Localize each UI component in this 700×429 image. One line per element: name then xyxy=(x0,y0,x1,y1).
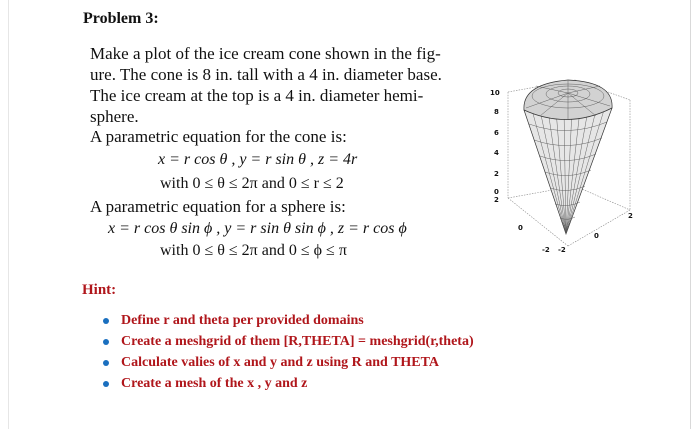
right-border xyxy=(690,0,691,429)
x-tick-label: 0 xyxy=(518,224,523,232)
y-tick-label: 2 xyxy=(628,212,633,220)
hint-item: Create a mesh of the x , y and z xyxy=(103,373,474,394)
description-line: ure. The cone is 8 in. tall with a 4 in. diameter base. xyxy=(90,65,442,84)
z-tick-label: 2 xyxy=(494,196,499,204)
sphere-intro: A parametric equation for a sphere is: xyxy=(90,197,346,216)
cone-surface xyxy=(524,108,612,234)
hint-item: Create a meshgrid of them [R,THETA] = meshgrid(r,theta) xyxy=(103,331,474,352)
ice-cream-cone-plot xyxy=(480,78,650,268)
hint-label: Hint: xyxy=(82,282,117,298)
left-border xyxy=(8,0,9,429)
z-tick-label: 0 xyxy=(494,188,499,196)
hemisphere-surface xyxy=(524,80,612,120)
description-line: The ice cream at the top is a 4 in. diameter hemi- xyxy=(90,86,424,105)
z-tick-label: 10 xyxy=(490,89,500,97)
hint-item: Define r and theta per provided domains xyxy=(103,310,474,331)
cone-equation: x = r cos θ , y = r sin θ , z = 4r xyxy=(158,151,358,168)
z-tick-label: 8 xyxy=(494,108,499,116)
z-tick-label: 2 xyxy=(494,170,499,178)
hint-item: Calculate valies of x and y and z using R and THETA xyxy=(103,352,474,373)
y-tick-label: 0 xyxy=(594,232,599,240)
y-tick-label: -2 xyxy=(558,246,566,254)
hint-list xyxy=(103,310,474,394)
cone-intro: A parametric equation for the cone is: xyxy=(90,127,347,146)
problem-title: Problem 3: xyxy=(83,10,159,27)
z-tick-label: 6 xyxy=(494,129,499,137)
description-line: sphere. xyxy=(90,107,139,126)
x-tick-label: -2 xyxy=(542,246,550,254)
description-line: Make a plot of the ice cream cone shown in the fig- xyxy=(90,44,441,63)
problem-description xyxy=(90,43,470,127)
sphere-domain: with 0 ≤ θ ≤ 2π and 0 ≤ ϕ ≤ π xyxy=(160,242,347,259)
sphere-equation: x = r cos θ sin ϕ , y = r sin θ sin ϕ , z = r cos ϕ xyxy=(108,220,407,237)
cone-domain: with 0 ≤ θ ≤ 2π and 0 ≤ r ≤ 2 xyxy=(160,175,344,192)
z-tick-label: 4 xyxy=(494,149,499,157)
